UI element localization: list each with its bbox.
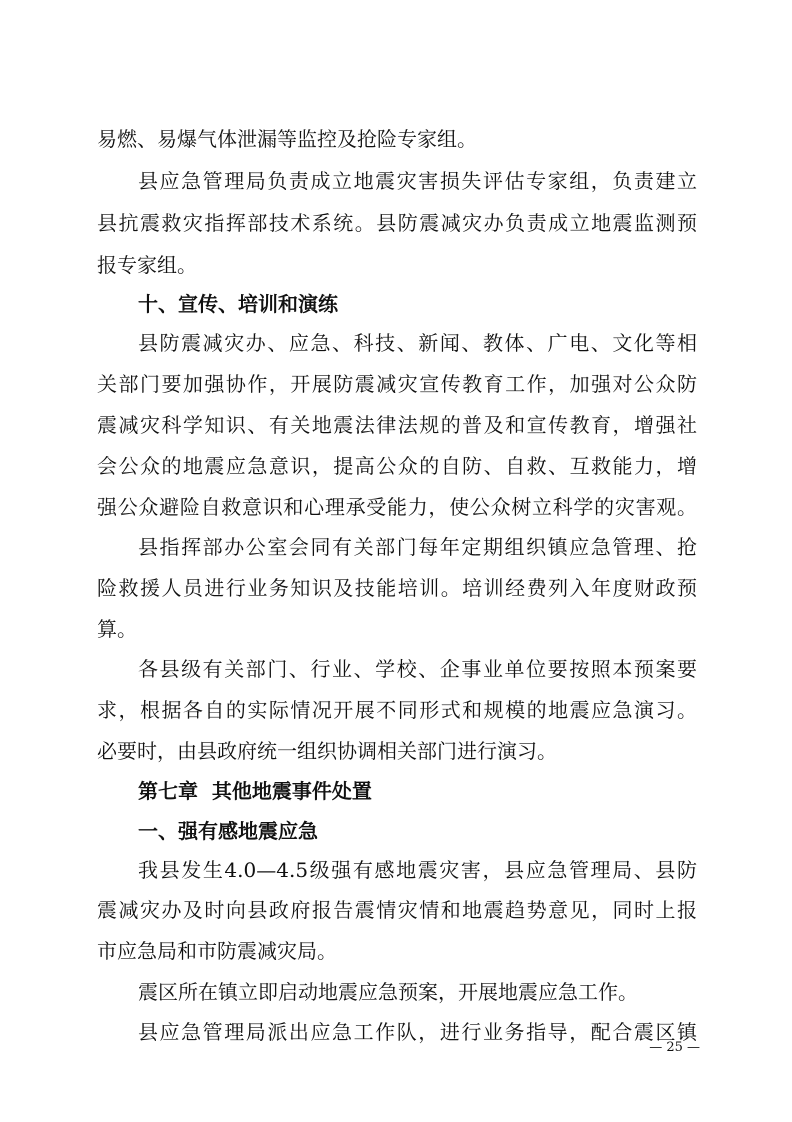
paragraph-line: 我县发生4.0—4.5级强有感地震灾害，县应急管理局、县防 (138, 858, 697, 882)
paragraph-line: 报专家组。 (97, 253, 197, 277)
paragraph-line: 县指挥部办公室会同有关部门每年定期组织镇应急管理、抢 (138, 535, 697, 559)
paragraph-line: 会公众的地震应急意识，提高公众的自防、自救、互救能力，增 (97, 454, 697, 478)
section-heading: 一、强有感地震应急 (138, 819, 318, 843)
paragraph-line: 震减灾科学知识、有关地震法律法规的普及和宣传教育，增强社 (97, 413, 697, 437)
paragraph-line: 强公众避险自救意识和心理承受能力，使公众树立科学的灾害观。 (97, 495, 697, 519)
paragraph-line: 算。 (97, 617, 137, 641)
paragraph-line: 必要时，由县政府统一组织协调相关部门进行演习。 (97, 739, 557, 763)
paragraph-line: 县应急管理局负责成立地震灾害损失评估专家组，负责建立 (138, 169, 697, 193)
paragraph-line: 县防震减灾办、应急、科技、新闻、教体、广电、文化等相 (138, 331, 697, 355)
paragraph-line: 震减灾办及时向县政府报告震情灾情和地震趋势意见，同时上报 (97, 898, 697, 922)
paragraph-line: 易燃、易爆气体泄漏等监控及抢险专家组。 (97, 127, 477, 151)
paragraph-line: 震区所在镇立即启动地震应急预案，开展地震应急工作。 (138, 980, 638, 1004)
chapter-heading: 第七章 其他地震事件处置 (138, 779, 372, 803)
section-heading: 十、宣传、培训和演练 (138, 292, 338, 316)
paragraph-line: 各县级有关部门、行业、学校、企事业单位要按照本预案要 (138, 657, 697, 681)
paragraph-line: 求，根据各自的实际情况开展不同形式和规模的地震应急演习。 (97, 698, 697, 722)
paragraph-line: 县应急管理局派出应急工作队，进行业务指导，配合震区镇 (138, 1020, 697, 1044)
page-number: — 25 — (649, 1040, 700, 1055)
paragraph-line: 市应急局和市防震减灾局。 (97, 939, 337, 963)
paragraph-line: 关部门要加强协作，开展防震减灾宣传教育工作，加强对公众防 (97, 372, 697, 396)
paragraph-line: 险救援人员进行业务知识及技能培训。培训经费列入年度财政预 (97, 576, 697, 600)
paragraph-line: 县抗震救灾指挥部技术系统。县防震减灾办负责成立地震监测预 (97, 211, 697, 235)
